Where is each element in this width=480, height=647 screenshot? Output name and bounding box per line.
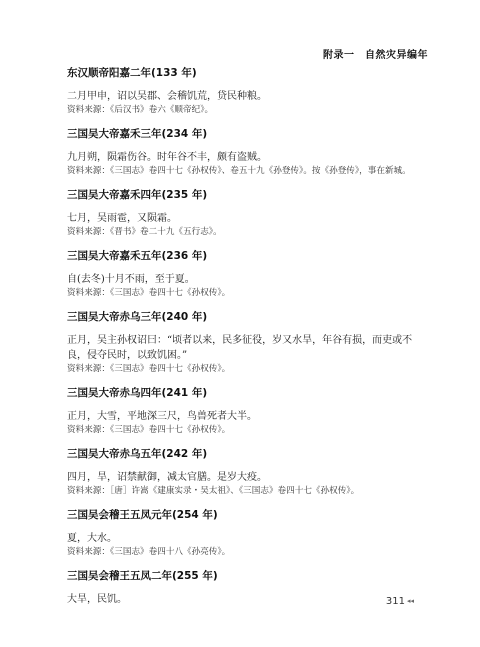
running-header: 附录一 自然灾异编年 xyxy=(323,50,428,61)
entry-text: 夏，大水。 xyxy=(67,533,117,544)
entry-234 xyxy=(67,127,429,178)
entry-text: 大旱，民饥。 xyxy=(67,594,127,605)
chronicle-content xyxy=(67,66,429,607)
entry-text: 正月，大雪，平地深三尺，鸟兽死者大半。 xyxy=(67,411,257,422)
entry-source: 资料来源：《三国志》卷四十七《孙权传》。 xyxy=(67,364,231,374)
entry-source: 资料来源：《后汉书》卷六《顺帝纪》。 xyxy=(67,105,214,115)
entry-text: 正月，吴主孙权诏曰：“顷者以来，民多征役，岁又水旱，年谷有损，而吏或不良，侵夺民时，以致饥困。” xyxy=(67,335,413,361)
entry-heading: 三国吴大帝嘉禾三年(234 年) xyxy=(67,128,208,140)
entry-text: 二月甲申，诏以吴郡、会稽饥荒，贷民种粮。 xyxy=(67,91,267,102)
entry-254 xyxy=(67,508,429,559)
entry-heading: 三国吴会稽王五凤二年(255 年) xyxy=(67,570,218,582)
entry-240 xyxy=(67,310,429,376)
entry-source: 资料来源：《三国志》卷四十七《孙权传》。 xyxy=(67,288,231,298)
entry-255 xyxy=(67,569,429,607)
entry-source: 资料来源：［唐］许嵩《建康实录・吴太祖》、《三国志》卷四十七《孙权传》。 xyxy=(67,486,360,496)
entry-heading: 三国吴大帝赤乌三年(240 年) xyxy=(67,311,208,323)
entry-text: 四月，旱，诏禁献御，减太官膳。是岁大疫。 xyxy=(67,472,267,483)
entry-236 xyxy=(67,249,429,300)
entry-heading: 三国吴大帝赤乌四年(241 年) xyxy=(67,387,208,399)
entry-source: 资料来源：《晋书》卷二十九《五行志》。 xyxy=(67,227,222,237)
entry-heading: 三国吴大帝赤乌五年(242 年) xyxy=(67,448,208,460)
entry-source: 资料来源：《三国志》卷四十七《孙权传》。 xyxy=(67,425,231,435)
entry-heading: 三国吴大帝嘉禾四年(235 年) xyxy=(67,189,208,201)
entry-133 xyxy=(67,66,429,117)
page-ornament-icon: ◂◂ xyxy=(406,597,414,605)
entry-text: 九月朔，陨霜伤谷。时年谷不丰，颇有盗贼。 xyxy=(67,152,267,163)
page-number-value: 311 xyxy=(385,596,405,607)
entry-source: 资料来源：《三国志》卷四十七《孙权传》、卷五十九《孙登传》。按《孙登传》，事在新城。 xyxy=(67,166,411,176)
entry-source: 资料来源：《三国志》卷四十八《孙亮传》。 xyxy=(67,547,231,557)
entry-242 xyxy=(67,447,429,498)
entry-235 xyxy=(67,188,429,239)
page-number xyxy=(386,596,414,607)
entry-heading: 三国吴大帝嘉禾五年(236 年) xyxy=(67,250,208,262)
entry-241 xyxy=(67,386,429,437)
entry-text: 七月，吴雨雹，又陨霜。 xyxy=(67,213,177,224)
entry-text: 自(去冬)十月不雨，至于夏。 xyxy=(67,274,195,285)
entry-heading: 三国吴会稽王五凤元年(254 年) xyxy=(67,509,218,521)
entry-heading: 东汉顺帝阳嘉二年(133 年) xyxy=(67,67,197,79)
